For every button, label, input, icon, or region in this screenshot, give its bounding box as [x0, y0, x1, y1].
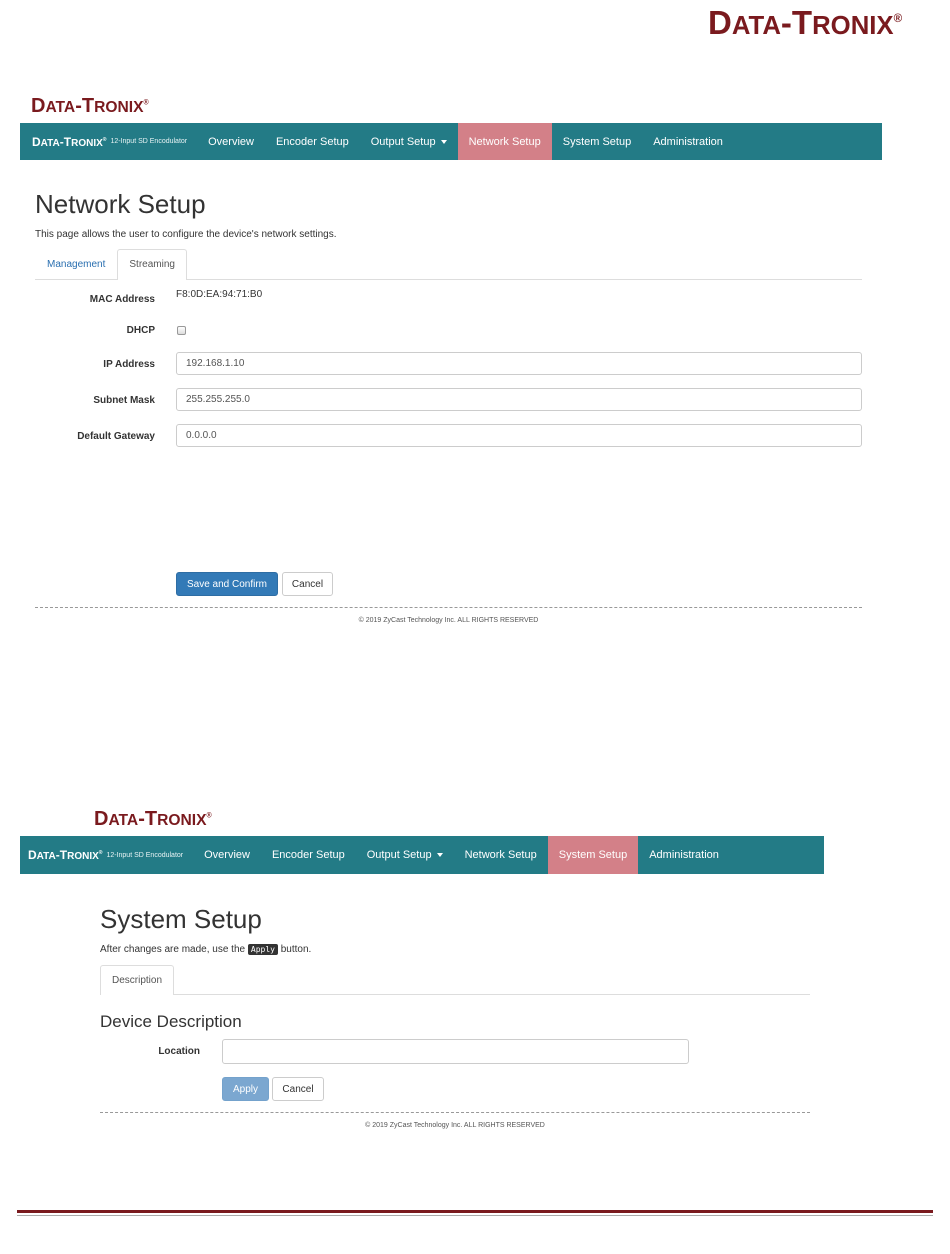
nav-encoder-setup[interactable]: Encoder Setup: [271, 849, 345, 861]
location-input[interactable]: [222, 1039, 689, 1064]
screenshot2-navbar: [20, 836, 824, 874]
page-logo: DATA-TRONIX®: [708, 4, 903, 41]
cancel-button[interactable]: Cancel: [282, 572, 333, 596]
nav-network-setup[interactable]: Network Setup: [458, 123, 552, 160]
caret-down-icon: [441, 140, 447, 144]
nav-system-setup[interactable]: System Setup: [562, 135, 632, 148]
save-and-confirm-button[interactable]: Save and Confirm: [176, 572, 278, 596]
nav-encoder-setup[interactable]: Encoder Setup: [275, 135, 349, 148]
nav-output-setup[interactable]: [356, 836, 454, 874]
nav-network-setup[interactable]: Network Setup: [464, 849, 537, 861]
page-bottom-rule: [17, 1210, 933, 1213]
mac-address-value: F8:0D:EA:94:71:B0: [176, 289, 263, 300]
navbar-brand[interactable]: DATA-TRONIX® 12-Input SD Encodulator: [28, 848, 184, 862]
page-description: This page allows the user to configure the device's network settings.: [35, 229, 337, 240]
tab-bar: [35, 249, 862, 280]
nav-administration[interactable]: Administration: [649, 849, 719, 861]
apply-code-snippet: Apply: [248, 944, 278, 955]
navbar-brand[interactable]: DATA-TRONIX® 12-Input SD Encodulator: [32, 134, 188, 149]
tab-streaming[interactable]: Streaming: [117, 249, 187, 280]
nav-output-setup[interactable]: [360, 123, 458, 160]
page-bottom-rule-thin: [17, 1215, 933, 1216]
dhcp-checkbox[interactable]: [177, 326, 186, 335]
screenshot1-logo: DATA-TRONIX®: [31, 95, 149, 117]
subnet-mask-label: Subnet Mask: [93, 395, 155, 406]
ip-address-label: IP Address: [103, 359, 155, 370]
nav-system-setup[interactable]: System Setup: [548, 836, 638, 874]
tab-management[interactable]: Management: [47, 259, 106, 270]
nav-overview[interactable]: Overview: [208, 135, 254, 148]
apply-button[interactable]: Apply: [222, 1077, 269, 1101]
page-title: Network Setup: [35, 189, 206, 219]
section-heading: Device Description: [100, 1012, 242, 1031]
footer-divider: [35, 607, 862, 608]
nav-overview[interactable]: Overview: [204, 849, 250, 861]
brand-subtitle: 12-Input SD Encodulator: [106, 851, 184, 859]
brand-subtitle: 12-Input SD Encodulator: [110, 138, 188, 145]
footer-copyright: © 2019 ZyCast Technology Inc. ALL RIGHTS RESERVED: [365, 1122, 545, 1129]
default-gateway-label: Default Gateway: [77, 431, 155, 442]
caret-down-icon: [437, 853, 443, 857]
footer-divider: [100, 1112, 810, 1113]
default-gateway-input[interactable]: 0.0.0.0: [176, 424, 862, 447]
nav-output-setup-label: Output Setup: [370, 135, 436, 148]
screenshot2-logo: DATA-TRONIX®: [94, 808, 212, 830]
tab-bar: [100, 965, 810, 995]
location-label: Location: [158, 1046, 200, 1057]
nav-administration[interactable]: Administration: [653, 135, 723, 148]
subnet-mask-input[interactable]: 255.255.255.0: [176, 388, 862, 411]
screenshot1-navbar: [20, 123, 882, 160]
dhcp-label: DHCP: [126, 325, 155, 336]
ip-address-input[interactable]: 192.168.1.10: [176, 352, 862, 375]
nav-output-setup-label: Output Setup: [366, 849, 432, 861]
cancel-button[interactable]: Cancel: [272, 1077, 324, 1101]
page-title: System Setup: [100, 904, 262, 934]
footer-copyright: © 2019 ZyCast Technology Inc. ALL RIGHTS RESERVED: [358, 617, 539, 624]
page-description: After changes are made, use the Apply button.: [100, 944, 312, 955]
tab-description[interactable]: Description: [100, 965, 174, 995]
mac-address-label: MAC Address: [89, 294, 155, 305]
